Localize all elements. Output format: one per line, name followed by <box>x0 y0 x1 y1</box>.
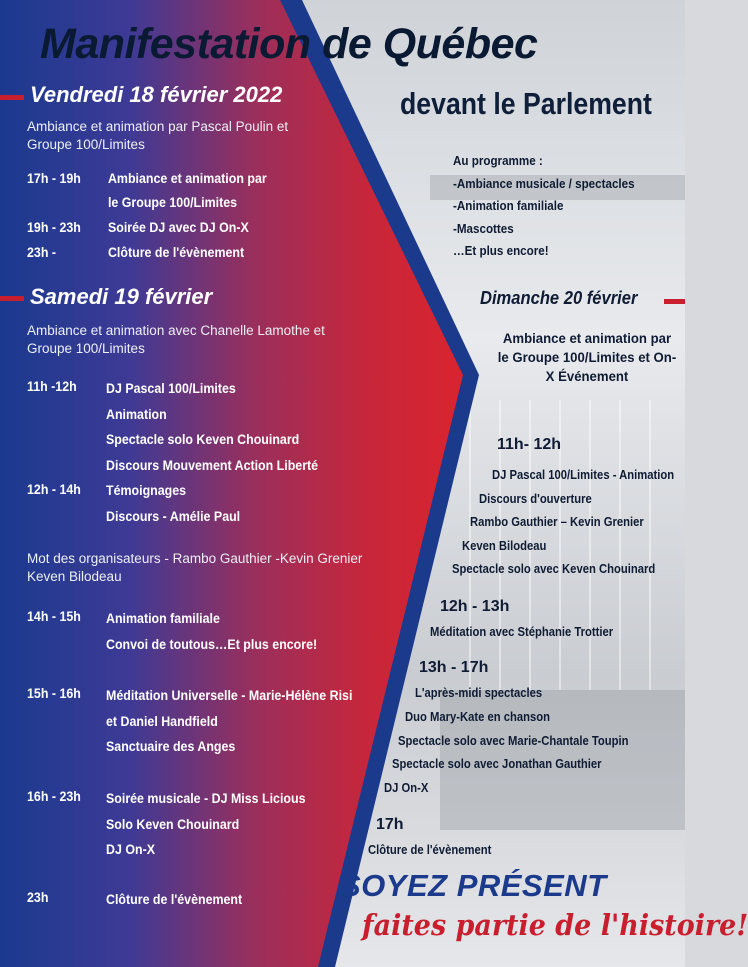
day-marker <box>0 95 24 100</box>
activity: Ambiance et animation par <box>107 171 267 186</box>
time-slot: 17h - 19h <box>27 171 81 186</box>
sunday-activity: Méditation avec Stéphanie Trottier <box>430 625 614 639</box>
friday-row-1 <box>27 171 267 186</box>
saturday-time-1: 11h -12h <box>27 379 77 394</box>
sunday-time-1: 11h- 12h <box>497 436 562 453</box>
sunday-activity: Spectacle solo avec Keven Chouinard <box>452 562 656 576</box>
poster-subtitle: devant le Parlement <box>400 86 652 121</box>
friday-intro: Ambiance et animation par Pascal Poulin et Groupe 100/Limites <box>27 119 289 152</box>
activity: le Groupe 100/Limites <box>107 195 238 210</box>
sunday-time-4: 17h <box>376 816 404 833</box>
sunday-activity: DJ On-X <box>384 781 429 795</box>
saturday-time-2: 12h - 14h <box>27 482 81 497</box>
sunday-activity: DJ Pascal 100/Limites - Animation <box>492 468 675 482</box>
saturday-activities-3: Animation familiale Convoi de toutous…Et plus encore! <box>106 611 318 652</box>
saturday-time-5: 16h - 23h <box>27 789 81 804</box>
saturday-activities-2: Témoignages Discours - Amélie Paul <box>106 483 241 524</box>
sunday-activity: Keven Bilodeau <box>462 539 547 553</box>
saturday-intro: Ambiance et animation avec Chanelle Lamothe et Groupe 100/Limites <box>27 323 325 356</box>
sunday-activity: Rambo Gauthier – Kevin Grenier <box>470 515 644 529</box>
poster-title: Manifestation de Québec <box>40 20 538 68</box>
saturday-activities-6: Clôture de l'évènement <box>106 892 243 907</box>
sunday-activity: Discours d'ouverture <box>479 492 592 506</box>
saturday-time-3: 14h - 15h <box>27 609 81 624</box>
sunday-activity: Clôture de l'évènement <box>368 843 492 857</box>
time-slot: 19h - 23h <box>27 220 81 235</box>
saturday-activities-5: Soirée musicale - DJ Miss Licious Solo Keven Chouinard DJ On-X <box>106 791 306 857</box>
sunday-time-3: 13h - 17h <box>419 659 489 676</box>
day-marker <box>664 299 685 304</box>
program-list: Au programme : -Ambiance musicale / spectacles -Animation familiale -Mascottes …Et plus encore! <box>453 154 635 258</box>
saturday-heading: Samedi 19 février <box>30 284 213 309</box>
saturday-time-4: 15h - 16h <box>27 686 81 701</box>
organizers-note: Mot des organisateurs - Rambo Gauthier -Kevin Grenier Keven Bilodeau <box>27 551 363 584</box>
friday-row-2 <box>27 220 249 235</box>
sunday-activity: L'après-midi spectacles <box>415 686 543 700</box>
slogan: SOYEZ PRÉSENT <box>340 868 607 903</box>
friday-heading: Vendredi 18 février 2022 <box>30 82 283 107</box>
sunday-heading: Dimanche 20 février <box>480 288 638 308</box>
saturday-activities-4: Méditation Universelle - Marie-Hélène Risi et Daniel Handfield Sanctuaire des Anges <box>106 688 353 754</box>
friday-row-1b <box>27 195 237 210</box>
tagline: faites partie de l'histoire! <box>362 908 748 942</box>
saturday-time-6: 23h <box>27 890 49 905</box>
sunday-activity: Spectacle solo avec Marie-Chantale Toupin <box>398 734 629 748</box>
time-slot: 23h - <box>27 245 56 260</box>
friday-row-3 <box>27 245 244 260</box>
saturday-activities-1: DJ Pascal 100/Limites Animation Spectacle solo Keven Chouinard Discours Mouvement Action Liberté <box>106 381 319 473</box>
day-marker <box>0 296 24 301</box>
activity: Soirée DJ avec DJ On-X <box>107 220 249 235</box>
sunday-time-2: 12h - 13h <box>440 598 510 615</box>
sunday-activity: Duo Mary-Kate en chanson <box>405 710 551 724</box>
sunday-activity: Spectacle solo avec Jonathan Gauthier <box>392 757 602 771</box>
activity: Clôture de l'évènement <box>107 245 245 260</box>
sunday-intro: Ambiance et animation par le Groupe 100/Limites et On-X Événement <box>497 330 677 384</box>
